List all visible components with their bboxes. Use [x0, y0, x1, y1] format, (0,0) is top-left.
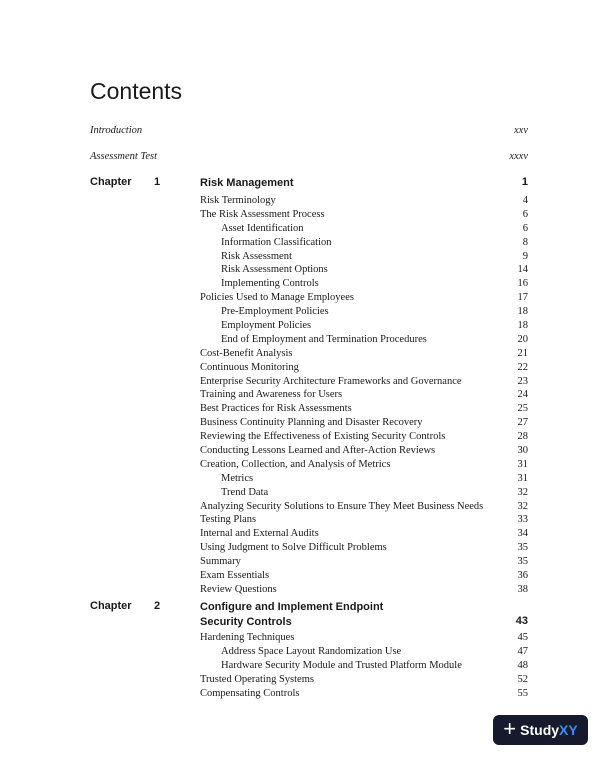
- toc-entry-page: 4: [522, 195, 528, 206]
- toc-entry[interactable]: [200, 402, 528, 416]
- chapter-page: 43: [515, 615, 528, 627]
- chapter-title: Risk Management: [200, 177, 294, 189]
- chapter-label: Chapter: [90, 600, 132, 612]
- toc-entry-page: 31: [517, 472, 528, 484]
- toc-entry-page: 35: [517, 556, 528, 568]
- chapter-title: [200, 600, 383, 630]
- toc-entry[interactable]: [200, 555, 528, 569]
- toc-entry[interactable]: [200, 305, 528, 319]
- toc-entry-label: Enterprise Security Architecture Frameworks and Governance: [200, 375, 462, 387]
- toc-entry-page: 28: [517, 431, 528, 443]
- toc-entry[interactable]: [200, 333, 528, 347]
- toc-entry[interactable]: [200, 430, 528, 444]
- toc-entry-label: Business Continuity Planning and Disaster Recovery: [200, 417, 423, 429]
- toc-entry-label: Internal and External Audits: [200, 528, 319, 540]
- toc-entry-page: 55: [517, 687, 528, 699]
- toc-entry[interactable]: [200, 222, 528, 236]
- toc-entry[interactable]: [200, 250, 528, 264]
- toc-entry-label: Conducting Lessons Learned and After-Action Reviews: [200, 445, 436, 457]
- toc-entry-page: 24: [517, 389, 528, 401]
- toc-entry-label: Reviewing the Effectiveness of Existing Security Controls: [200, 431, 446, 443]
- toc-entry-page: 18: [517, 320, 528, 332]
- front-matter-label: Introduction: [90, 125, 143, 136]
- toc-entry-page: 47: [517, 645, 528, 657]
- toc-entry-page: 20: [517, 333, 528, 345]
- front-matter-assessment-test[interactable]: [90, 151, 528, 162]
- toc-entry[interactable]: [200, 486, 528, 500]
- front-matter-page: xxv: [514, 125, 528, 136]
- brand-main: Study: [520, 722, 560, 738]
- toc-entry-label: Hardening Techniques: [200, 632, 295, 643]
- toc-entry-page: 17: [517, 292, 528, 304]
- chapter-number: 2: [154, 600, 161, 612]
- toc-entry[interactable]: [200, 583, 528, 597]
- toc-entry-page: 16: [517, 278, 528, 290]
- chapter-title-line-1: Configure and Implement Endpoint: [200, 601, 384, 613]
- toc-entry[interactable]: [200, 458, 528, 472]
- toc-entry-page: 22: [517, 361, 528, 373]
- toc-entry[interactable]: [200, 541, 528, 555]
- toc-entry-label: Summary: [200, 556, 241, 568]
- toc-entry[interactable]: [200, 194, 528, 208]
- toc-entry-page: 25: [517, 403, 528, 415]
- chapter-title-line-2: Security Controls: [200, 616, 292, 628]
- toc-entry-page: 38: [517, 583, 528, 595]
- toc-entry-page: 14: [517, 264, 528, 276]
- toc-entry-label: Hardware Security Module and Trusted Platform Module: [221, 659, 462, 671]
- toc-entry-label: The Risk Assessment Process: [200, 208, 325, 220]
- studyxy-badge[interactable]: [493, 715, 588, 745]
- toc-entry[interactable]: [200, 208, 528, 222]
- toc-entry-page: 32: [517, 486, 528, 498]
- toc-entry-page: 9: [522, 250, 528, 262]
- toc-entry-label: Exam Essentials: [200, 570, 270, 582]
- toc-entry[interactable]: [200, 277, 528, 291]
- brand-name: [520, 722, 578, 738]
- toc-entry[interactable]: [200, 236, 528, 250]
- toc-entry[interactable]: [200, 319, 528, 333]
- toc-entry[interactable]: [200, 673, 528, 687]
- toc-entry-label: Cost-Benefit Analysis: [200, 347, 293, 359]
- chapter-heading-1[interactable]: [90, 176, 528, 192]
- toc-entry-page: 21: [517, 347, 528, 359]
- toc-entry[interactable]: [200, 444, 528, 458]
- toc-entry-label: Creation, Collection, and Analysis of Metrics: [200, 458, 391, 470]
- toc-entry-page: 8: [522, 236, 528, 248]
- toc-entry[interactable]: [200, 375, 528, 389]
- toc-entry-label: Review Questions: [200, 583, 277, 595]
- toc-entry[interactable]: [200, 527, 528, 541]
- toc-entry-label: Best Practices for Risk Assessments: [200, 403, 352, 415]
- toc-entry-page: 30: [517, 445, 528, 457]
- toc-entry-page: 18: [517, 306, 528, 318]
- toc-entry-label: Risk Assessment Options: [221, 264, 328, 276]
- toc-entry-page: 27: [517, 417, 528, 429]
- chapter-number: 1: [154, 176, 161, 188]
- toc-entry-label: Pre-Employment Policies: [221, 306, 329, 318]
- toc-entry-label: Implementing Controls: [221, 278, 319, 290]
- brand-accent: XY: [559, 722, 578, 738]
- toc-entry[interactable]: [200, 645, 528, 659]
- page-title: Contents: [90, 78, 183, 104]
- toc-entry-label: Analyzing Security Solutions to Ensure They Meet Business Needs: [200, 500, 484, 512]
- front-matter-introduction[interactable]: [90, 125, 528, 136]
- toc-entry-page: 36: [517, 570, 528, 582]
- chapter-label: Chapter: [90, 176, 132, 188]
- toc-entry[interactable]: [200, 687, 528, 701]
- toc-entry[interactable]: [200, 347, 528, 361]
- front-matter-page: xxxv: [509, 151, 528, 162]
- toc-entry-label: Compensating Controls: [200, 687, 300, 699]
- toc-entry-label: Trusted Operating Systems: [200, 673, 314, 685]
- chapter-page: 1: [521, 176, 528, 188]
- chapter-2-entries: [200, 631, 528, 700]
- toc-entry-label: Risk Assessment: [221, 250, 292, 262]
- toc-entry-label: Address Space Layout Randomization Use: [221, 645, 402, 657]
- toc-entry-page: 35: [517, 542, 528, 554]
- toc-entry-label: Information Classification: [221, 236, 332, 248]
- toc-entry-label: Metrics: [221, 472, 254, 484]
- toc-entry-page: 48: [517, 659, 528, 671]
- toc-entry-page: 52: [517, 673, 528, 685]
- toc-entry-label: End of Employment and Termination Procedures: [221, 333, 427, 345]
- toc-entry-label: Using Judgment to Solve Difficult Problems: [200, 542, 387, 554]
- toc-entry-label: Employment Policies: [221, 320, 312, 332]
- toc-entry-label: Asset Identification: [221, 222, 304, 234]
- toc-entry-page: 31: [517, 458, 528, 470]
- toc-entry-page: 45: [517, 632, 528, 643]
- toc-entry[interactable]: [200, 659, 528, 673]
- toc-entry-label: Risk Terminology: [200, 195, 276, 206]
- toc-entry-label: Training and Awareness for Users: [200, 389, 343, 401]
- toc-entry[interactable]: [200, 569, 528, 583]
- toc-entry[interactable]: [200, 263, 528, 277]
- toc-entry[interactable]: [200, 291, 528, 305]
- front-matter-label: Assessment Test: [90, 151, 157, 162]
- toc-entry[interactable]: [200, 388, 528, 402]
- toc-entry-page: 6: [522, 208, 528, 220]
- plus-icon: +: [503, 716, 517, 741]
- toc-entry-label: Policies Used to Manage Employees: [200, 292, 354, 304]
- chapter-heading-2[interactable]: [90, 600, 528, 630]
- toc-entry-label: Testing Plans: [200, 514, 257, 526]
- toc-entry[interactable]: [200, 513, 528, 527]
- toc-entry[interactable]: [200, 472, 528, 486]
- toc-entry-page: 23: [517, 375, 528, 387]
- toc-entry-page: 33: [517, 514, 528, 526]
- toc-entry[interactable]: [200, 416, 528, 430]
- toc-entry-page: 34: [517, 528, 528, 540]
- chapter-1-entries: [200, 194, 528, 597]
- toc-entry-page: 6: [522, 222, 528, 234]
- toc-entry-page: 32: [517, 500, 528, 512]
- toc-entry-label: Trend Data: [221, 486, 269, 498]
- toc-entry[interactable]: [200, 631, 528, 645]
- toc-entry[interactable]: [200, 361, 528, 375]
- toc-entry[interactable]: [200, 500, 528, 514]
- toc-entry-label: Continuous Monitoring: [200, 361, 299, 373]
